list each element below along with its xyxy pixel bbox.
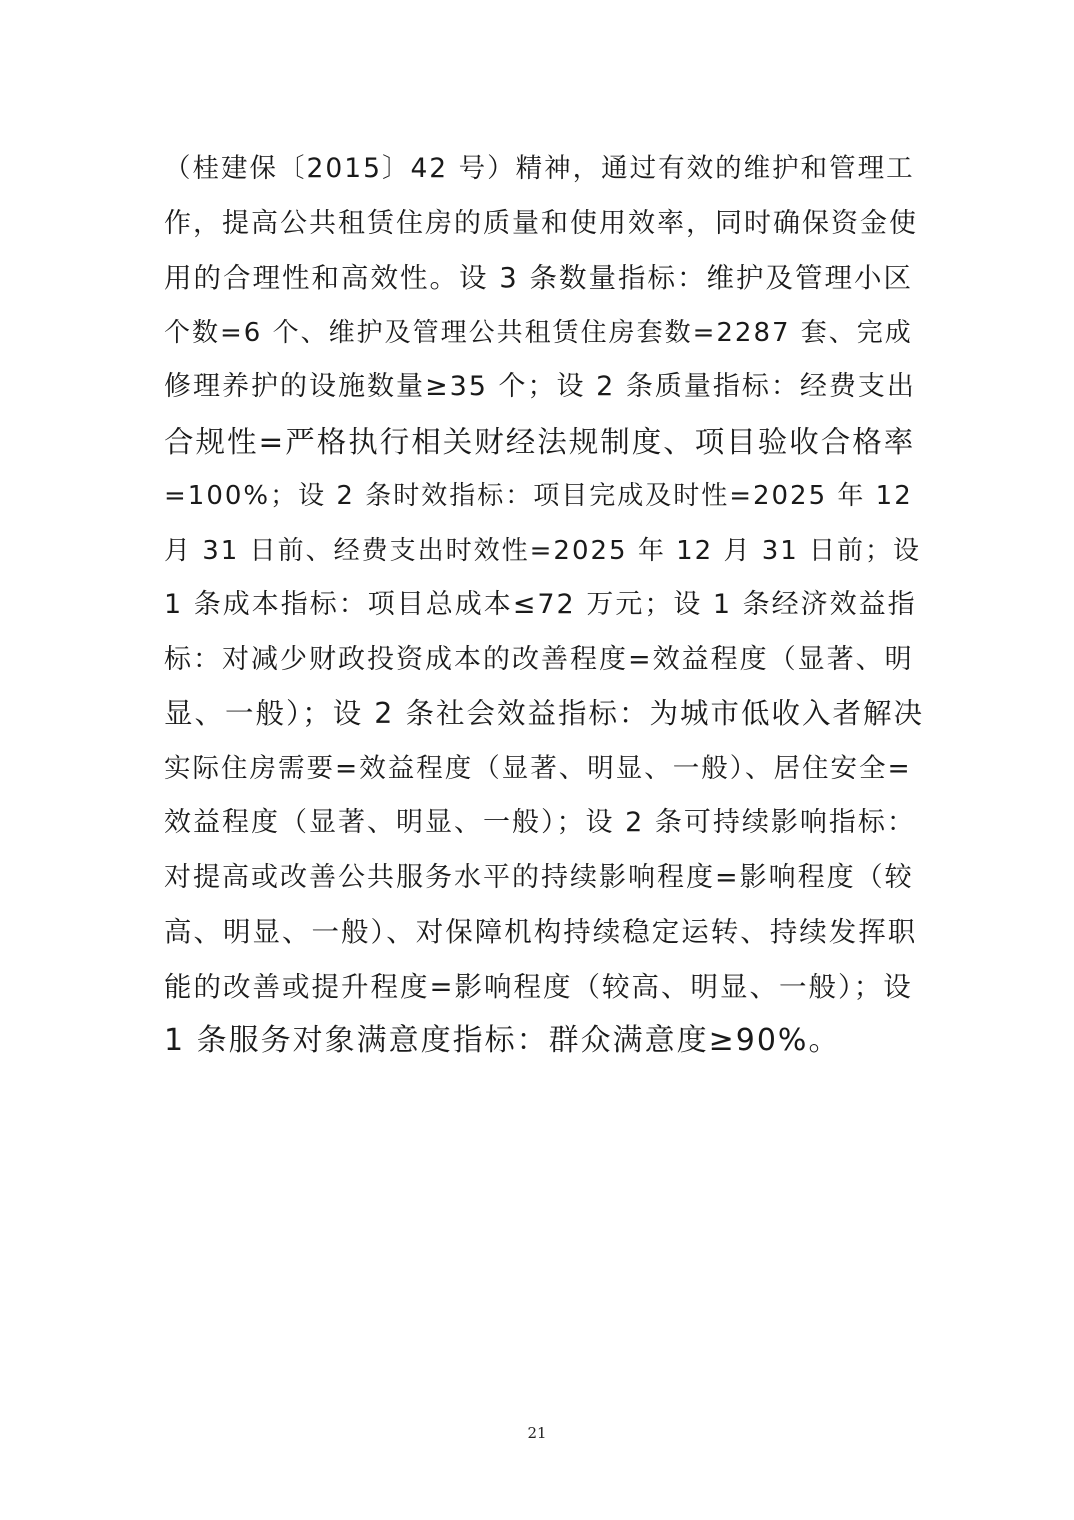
text-line-13: 效益程度（显著、明显、一般）；设 2 条可持续影响指标： xyxy=(164,807,916,838)
text-line-9: 1 条成本指标：项目总成本≤72 万元；设 1 条经济效益指 xyxy=(164,589,917,620)
text-line-14: 对提高或改善公共服务水平的持续影响程度=影响程度（较 xyxy=(164,861,914,893)
text-line-3: 用的合理性和高效性。设 3 条数量指标：维护及管理小区 xyxy=(164,262,913,294)
text-line-1: （桂建保〔2015〕42 号）精神，通过有效的维护和管理工 xyxy=(164,153,915,184)
text-line-6: 合规性=严格执行相关财经法规制度、项目验收合格率 xyxy=(164,424,916,459)
text-line-10: 标：对减少财政投资成本的改善程度=效益程度（显著、明 xyxy=(164,643,914,675)
text-line-11: 显、一般）；设 2 条社会效益指标：为城市低收入者解决 xyxy=(164,697,925,730)
text-line-5: 修理养护的设施数量≥35 个；设 2 条质量指标：经费支出 xyxy=(164,371,916,402)
text-line-17: 1 条服务对象满意度指标：群众满意度≥90%。 xyxy=(164,1023,841,1058)
text-line-2: 作，提高公共租赁住房的质量和使用效率，同时确保资金使 xyxy=(164,207,918,239)
text-line-15: 高、明显、一般）、对保障机构持续稳定运转、持续发挥职 xyxy=(164,916,918,948)
text-line-4: 个数=6 个、维护及管理公共租赁住房套数=2287 套、完成 xyxy=(164,317,913,348)
text-line-8: 月 31 日前、经费支出时效性=2025 年 12 月 31 日前；设 xyxy=(164,535,922,566)
body-paragraph xyxy=(164,142,924,1069)
text-line-7: =100%；设 2 条时效指标：项目完成及时性=2025 年 12 xyxy=(164,481,913,511)
text-line-12: 实际住房需要=效益程度（显著、明显、一般）、居住安全= xyxy=(164,752,912,784)
page-number: 21 xyxy=(527,1424,547,1442)
text-line-16: 能的改善或提升程度=影响程度（较高、明显、一般）；设 xyxy=(164,970,913,1003)
